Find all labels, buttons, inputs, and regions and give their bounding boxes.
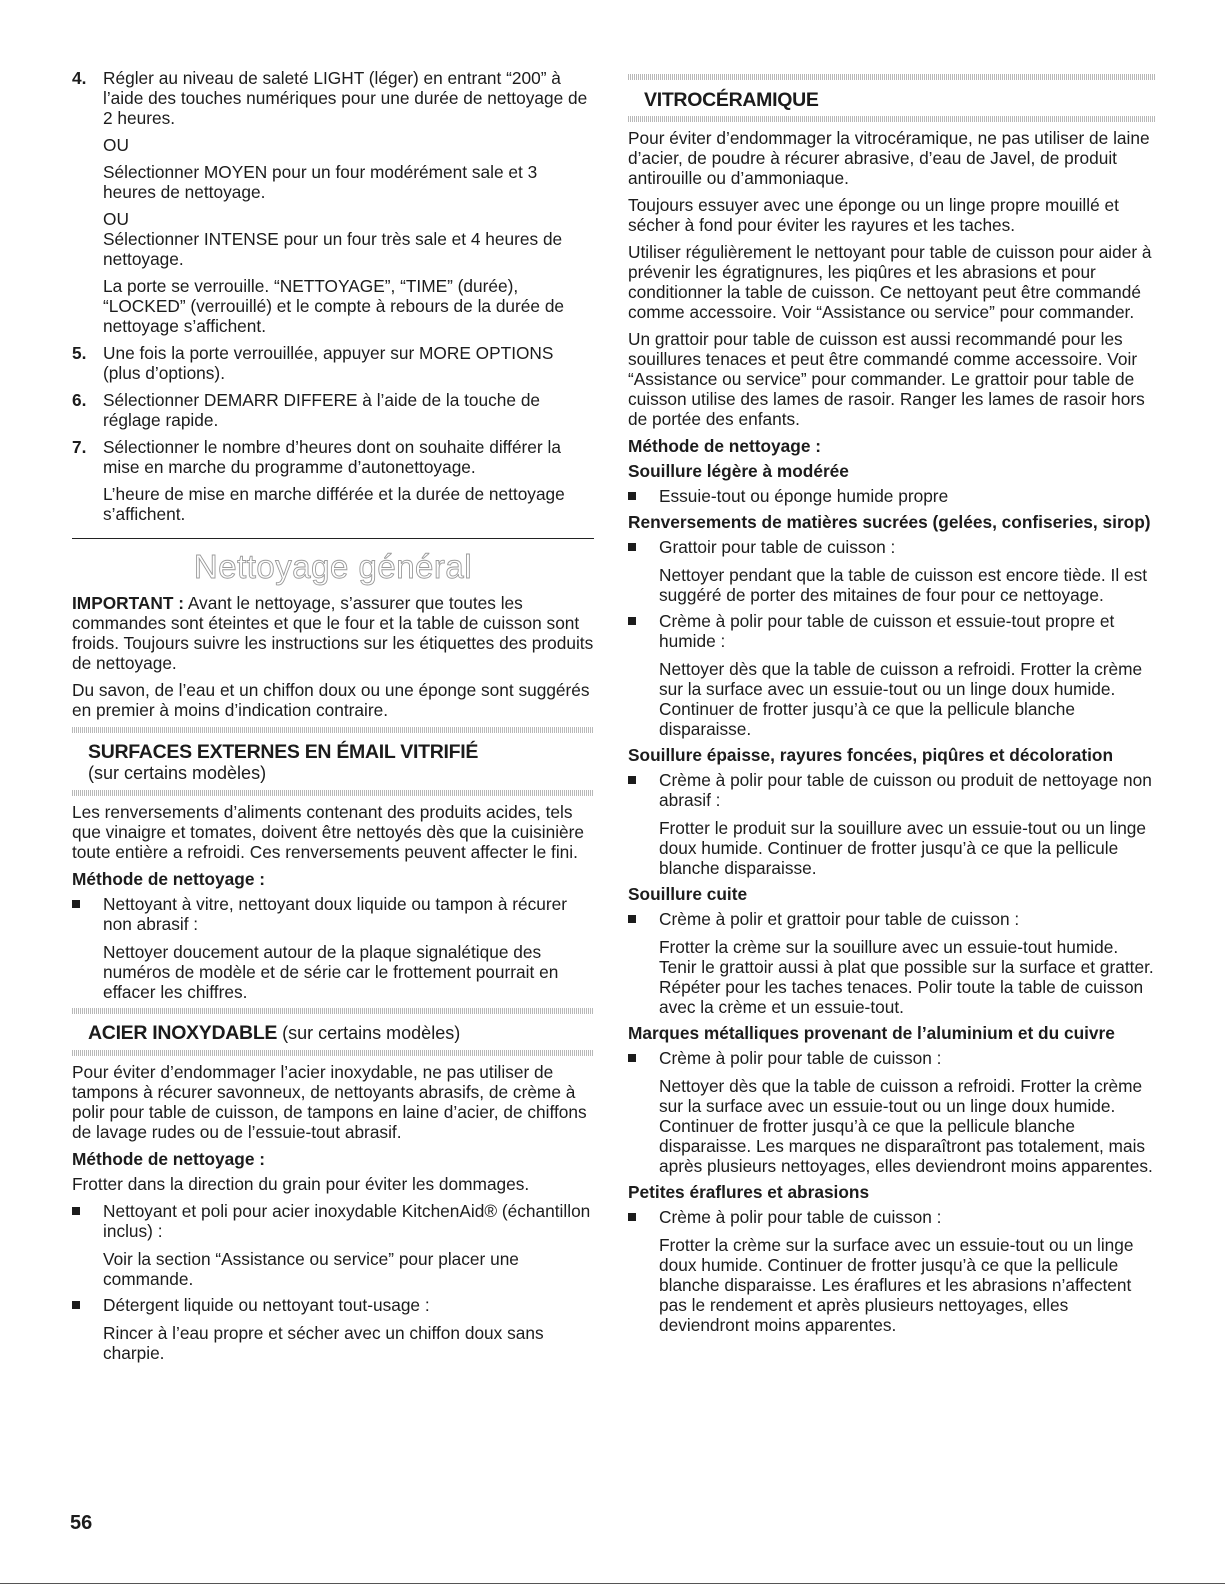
step-item <box>72 437 594 524</box>
step-text: Régler au niveau de saleté LIGHT (léger) en entrant “200” à l’aide des touches numériques pour une durée de nettoyage de 2 heures. <box>103 68 588 128</box>
group-heading: Renversements de matières sucrées (gelées, confiseries, sirop) <box>628 512 1151 532</box>
group-heading: Souillure cuite <box>628 884 748 904</box>
group-bullet-list <box>628 1048 1156 1176</box>
step-text: OU <box>103 209 129 229</box>
square-bullet-icon <box>628 776 636 784</box>
group-heading: Marques métalliques provenant de l’aluminium et du cuivre <box>628 1023 1115 1043</box>
bullet-detail: Frotter la crème sur la surface avec un essuie-tout ou un linge doux humide. Continuer de frotter jusqu’à ce que la pellicule blanche disparaisse. Les éraflures et les abrasions n’affectent pas le rendement et après plusieurs nettoyages, elles deviendront moins apparentes. <box>659 1235 1134 1335</box>
bullet-item <box>628 537 1156 605</box>
step-text: Sélectionner DEMARR DIFFERE à l’aide de la touche de réglage rapide. <box>103 390 541 430</box>
bullet-detail: Nettoyer pendant que la table de cuisson est encore tiède. Il est suggéré de porter des mitaines de four pour ce nettoyage. <box>659 565 1148 605</box>
group-bullet-list <box>628 537 1156 739</box>
vitro-paragraph: Toujours essuyer avec une éponge ou un linge propre mouillé et sécher à fond pour éviter les rayures et les taches. <box>628 195 1119 235</box>
step-number: 4. <box>72 68 87 88</box>
square-bullet-icon <box>628 1213 636 1221</box>
bullet-detail: Nettoyer dès que la table de cuisson a refroidi. Frotter la crème sur la surface avec un essuie-tout ou un linge doux humide. Continuer de frotter jusqu’à ce que la pellicule blanche disparaisse. <box>659 659 1143 739</box>
page-bottom-edge <box>0 1583 1225 1584</box>
step-item <box>72 68 594 336</box>
group-heading: Souillure épaisse, rayures foncées, piqûres et décoloration <box>628 745 1113 765</box>
step-text: OU <box>103 135 129 155</box>
steel-heading <box>88 1022 578 1044</box>
step-text: Sélectionner INTENSE pour un four très sale et 4 heures de nettoyage. <box>103 229 563 269</box>
square-bullet-icon <box>72 1301 80 1309</box>
bullet-text: Crème à polir pour table de cuisson : <box>659 1048 942 1068</box>
bullet-detail: Rincer à l’eau propre et sécher avec un chiffon doux sans charpie. <box>103 1323 544 1363</box>
bullet-item <box>72 894 594 1002</box>
group-bullet-list <box>628 909 1156 1017</box>
bullet-text: Détergent liquide ou nettoyant tout-usage : <box>103 1295 430 1315</box>
bullet-detail: Frotter la crème sur la souillure avec un essuie-tout humide. Tenir le grattoir aussi à plat que possible sur la surface et gratter. Répéter pour les taches tenaces. Polir toute la table de cuisson avec la crème et un essuie-tout. <box>659 937 1154 1017</box>
section-title: Nettoyage général <box>193 548 473 585</box>
bullet-item <box>72 1201 594 1289</box>
group-bullet-list <box>628 770 1156 878</box>
group-heading: Petites éraflures et abrasions <box>628 1182 870 1202</box>
bullet-item <box>72 1295 594 1363</box>
step-list <box>72 68 594 524</box>
square-bullet-icon <box>628 492 636 500</box>
important-label: IMPORTANT : <box>72 593 184 613</box>
bullet-item <box>628 611 1156 739</box>
step-number: 6. <box>72 390 87 410</box>
bullet-detail: Nettoyer doucement autour de la plaque signalétique des numéros de modèle et de série car le frottement pourrait en effacer les chiffres. <box>103 942 559 1002</box>
bullet-text: Crème à polir pour table de cuisson ou produit de nettoyage non abrasif : <box>659 770 1152 810</box>
step-text: Sélectionner le nombre d’heures dont on souhaite différer la mise en marche du programme d’autonettoyage. <box>103 437 561 477</box>
bullet-item <box>628 1207 1156 1335</box>
square-bullet-icon <box>628 543 636 551</box>
step-item <box>72 343 594 383</box>
step-number: 7. <box>72 437 87 457</box>
step-text: L’heure de mise en marche différée et la durée de nettoyage s’affichent. <box>103 484 565 524</box>
bullet-text: Crème à polir pour table de cuisson et essuie-tout propre et humide : <box>659 611 1115 651</box>
steel-method-label: Méthode de nettoyage : <box>72 1149 265 1169</box>
vitro-paragraph: Utiliser régulièrement le nettoyant pour table de cuisson pour aider à prévenir les égratignures, les piqûres et les abrasions et pour conditionner la table de cuisson. Ce nettoyant peut être commandé comme accessoire. Voir “Assistance ou service” pour commander. <box>628 242 1152 322</box>
vitro-paragraph: Un grattoir pour table de cuisson est aussi recommandé pour les souillures tenaces et peut être commandé comme accessoire. Voir “Assistance ou service” pour commander. Le grattoir pour table de cuisson utilise des lames de rasoir. Ranger les lames de rasoir hors de portée des enfants. <box>628 329 1145 429</box>
step-text: Une fois la porte verrouillée, appuyer sur MORE OPTIONS (plus d’options). <box>103 343 554 383</box>
bullet-detail: Voir la section “Assistance ou service” pour placer une commande. <box>103 1249 519 1289</box>
right-column <box>628 68 1156 1341</box>
steel-heading-title: ACIER INOXYDABLE <box>88 1022 278 1044</box>
steel-bullet-list <box>72 1201 594 1363</box>
soap-paragraph: Du savon, de l’eau et un chiffon doux ou une éponge sont suggérés en premier à moins d’indication contraire. <box>72 680 590 720</box>
heading-band-bottom <box>72 1050 594 1056</box>
enamel-method-label: Méthode de nettoyage : <box>72 869 265 889</box>
bullet-text: Grattoir pour table de cuisson : <box>659 537 896 557</box>
step-text: Sélectionner MOYEN pour un four modérément sale et 3 heures de nettoyage. <box>103 162 538 202</box>
bullet-text: Nettoyant à vitre, nettoyant doux liquide ou tampon à récurer non abrasif : <box>103 894 567 934</box>
vitro-heading-box <box>628 74 1156 122</box>
bullet-item <box>628 909 1156 1017</box>
heading-band-bottom <box>628 116 1156 122</box>
steel-intro: Pour éviter d’endommager l’acier inoxydable, ne pas utiliser de tampons à récurer savonneux, de nettoyants abrasifs, de crème à polir pour table de cuisson, de tampons en laine d’acier, de chiffons de lavage rudes ou de l’essuie-tout abrasif. <box>72 1062 587 1142</box>
group-heading: Souillure légère à modérée <box>628 461 849 481</box>
step-item <box>72 390 594 430</box>
group-bullet-list <box>628 1207 1156 1335</box>
enamel-heading-box <box>72 727 594 796</box>
bullet-item <box>628 770 1156 878</box>
bullet-text: Crème à polir pour table de cuisson : <box>659 1207 942 1227</box>
bullet-text: Essuie-tout ou éponge humide propre <box>659 486 949 506</box>
square-bullet-icon <box>72 900 80 908</box>
square-bullet-icon <box>628 1054 636 1062</box>
heading-band-bottom <box>72 790 594 796</box>
bullet-detail: Nettoyer dès que la table de cuisson a refroidi. Frotter la crème sur la surface avec un essuie-tout ou un linge doux humide. Continuer de frotter jusqu’à ce que la pellicule blanche disparaisse. Les marques ne disparaîtront pas totalement, mais après plusieurs nettoyages, elles deviendront moins apparentes. <box>659 1076 1153 1176</box>
enamel-bullet-list <box>72 894 594 1002</box>
bullet-item <box>628 1048 1156 1176</box>
enamel-intro: Les renversements d’aliments contenant des produits acides, tels que vinaigre et tomates, doivent être nettoyés dès que la cuisinière toute entière a refroidi. Ces renversements peuvent affecter le fini. <box>72 802 585 862</box>
vitro-method-label: Méthode de nettoyage : <box>628 436 821 456</box>
vitro-heading: VITROCÉRAMIQUE <box>644 89 819 111</box>
steel-method-text: Frotter dans la direction du grain pour éviter les dommages. <box>72 1174 530 1194</box>
square-bullet-icon <box>628 915 636 923</box>
enamel-heading-note: (sur certains modèles) <box>88 763 267 783</box>
step-number: 5. <box>72 343 87 363</box>
section-divider <box>72 538 594 539</box>
vitro-paragraph: Pour éviter d’endommager la vitrocéramique, ne pas utiliser de laine d’acier, de poudre à récurer abrasive, d’eau de Javel, de produit antirouille ou d’ammoniaque. <box>628 128 1150 188</box>
steel-heading-box <box>72 1008 594 1056</box>
bullet-item <box>628 486 1156 506</box>
left-column <box>72 68 594 1369</box>
bullet-detail: Frotter le produit sur la souillure avec un essuie-tout ou un linge doux humide. Continuer de frotter jusqu’à ce que la pellicule blanche disparaisse. <box>659 818 1147 878</box>
enamel-heading: SURFACES EXTERNES EN ÉMAIL VITRIFIÉ <box>88 741 479 763</box>
important-paragraph <box>72 593 594 673</box>
bullet-text: Crème à polir et grattoir pour table de cuisson : <box>659 909 1020 929</box>
square-bullet-icon <box>628 617 636 625</box>
steel-heading-note: (sur certains modèles) <box>277 1023 461 1043</box>
bullet-text: Nettoyant et poli pour acier inoxydable KitchenAid® (échantillon inclus) : <box>103 1201 591 1241</box>
step-text: La porte se verrouille. “NETTOYAGE”, “TIME” (durée), “LOCKED” (verrouillé) et le compte à rebours de la durée de nettoyage s’affichent. <box>103 276 565 336</box>
important-text: Avant le nettoyage, s’assurer que toutes les commandes sont éteintes et que le four et la table de cuisson sont froids. Toujours suivre les instructions sur les étiquettes des produits de nettoyage. <box>72 593 594 673</box>
square-bullet-icon <box>72 1207 80 1215</box>
page-number: 56 <box>70 1512 93 1534</box>
group-bullet-list <box>628 486 1156 506</box>
